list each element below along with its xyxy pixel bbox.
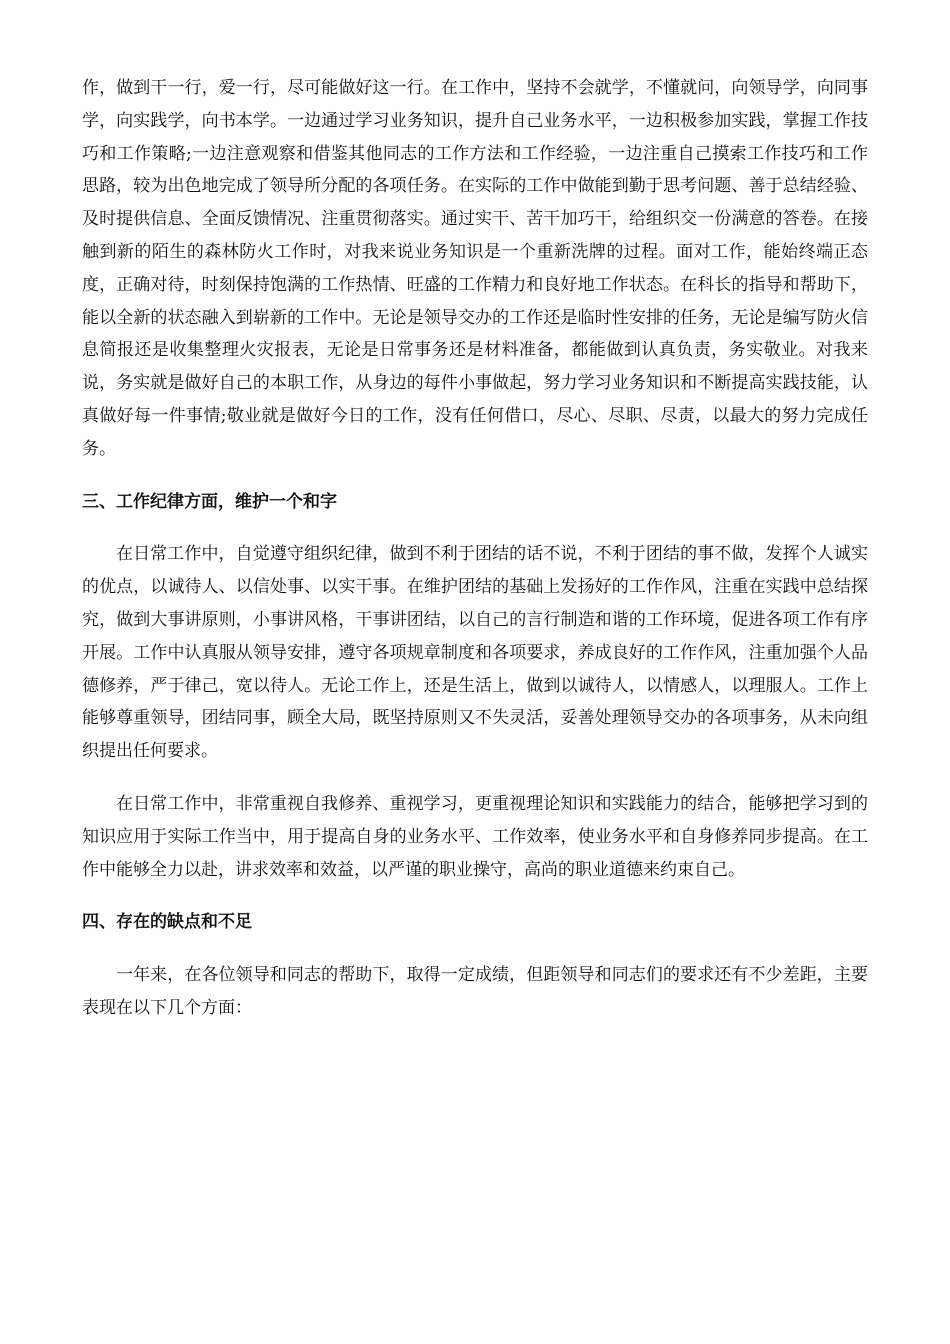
- section-heading-shortcomings: 四、存在的缺点和不足: [82, 912, 252, 933]
- paragraph-self-cultivation: 在日常工作中，非常重视自我修养、重视学习，更重视理论知识和实践能力的结合，能够把学习到的知识应用于实际工作当中，用于提高自身的业务水平、工作效率，使业务水平和自身修养同步提高。在工作中能够全力以赴，讲求效率和效益，以严谨的职业操守，高尚的职业道德来约束自己。: [82, 793, 868, 880]
- paragraph-work-attitude: 作，做到干一行，爱一行，尽可能做好这一行。在工作中，坚持不会就学，不懂就问，向领导学，向同事学，向实践学，向书本学。一边通过学习业务知识，提升自己业务水平，一边积极参加实践，掌握工作技巧和工作策略;一边注意观察和借鉴其他同志的工作方法和工作经验，一边注重自己摸索工作技巧和工作思路，较为出色地完成了领导所分配的各项任务。在实际的工作中做能到勤于思考问题、善于总结经验、及时提供信息、全面反馈情况、注重贯彻落实。通过实干、苦干加巧干，给组织交一份满意的答卷。在接触到新的陌生的森林防火工作时，对我来说业务知识是一个重新洗牌的过程。面对工作，能始终端正态度，正确对待，时刻保持饱满的工作热情、旺盛的工作精力和良好地工作状态。在科长的指导和帮助下，能以全新的状态融入到崭新的工作中。无论是领导交办的工作还是临时性安排的任务，无论是编写防火信息简报还是收集整理火灾报表，无论是日常事务还是材料准备，都能做到认真负责，务实敬业。对我来说，务实就是做好自己的本职工作，从身边的每件小事做起，努力学习业务知识和不断提高实践技能，认真做好每一件事情;敬业就是做好今日的工作，没有任何借口，尽心、尽职、尽责，以最大的努力完成任务。: [82, 78, 868, 459]
- section-heading-work-discipline: 三、工作纪律方面，维护一个和字: [82, 491, 337, 512]
- paragraph-discipline: 在日常工作中，自觉遵守组织纪律，做到不利于团结的话不说，不利于团结的事不做，发挥个人诚实的优点，以诚待人、以信处事、以实干事。在维护团结的基础上发扬好的工作作风，注重在实践中总结探究，做到大事讲原则，小事讲风格，干事讲团结，以自己的言行制造和谐的工作环境，促进各项工作有序开展。工作中认真服从领导安排，遵守各项规章制度和各项要求，养成良好的工作作风，注重加强个人品德修养，严于律己，宽以待人。无论工作上，还是生活上，做到以诚待人，以情感人，以理服人。工作上能够尊重领导，团结同事，顾全大局，既坚持原则又不失灵活，妥善处理领导交办的各项事务，从未向组织提出任何要求。: [82, 544, 868, 762]
- paragraph-shortcomings-intro: 一年来，在各位领导和同志的帮助下，取得一定成绩，但距领导和同志们的要求还有不少差距，主要表现在以下几个方面：: [82, 965, 868, 1018]
